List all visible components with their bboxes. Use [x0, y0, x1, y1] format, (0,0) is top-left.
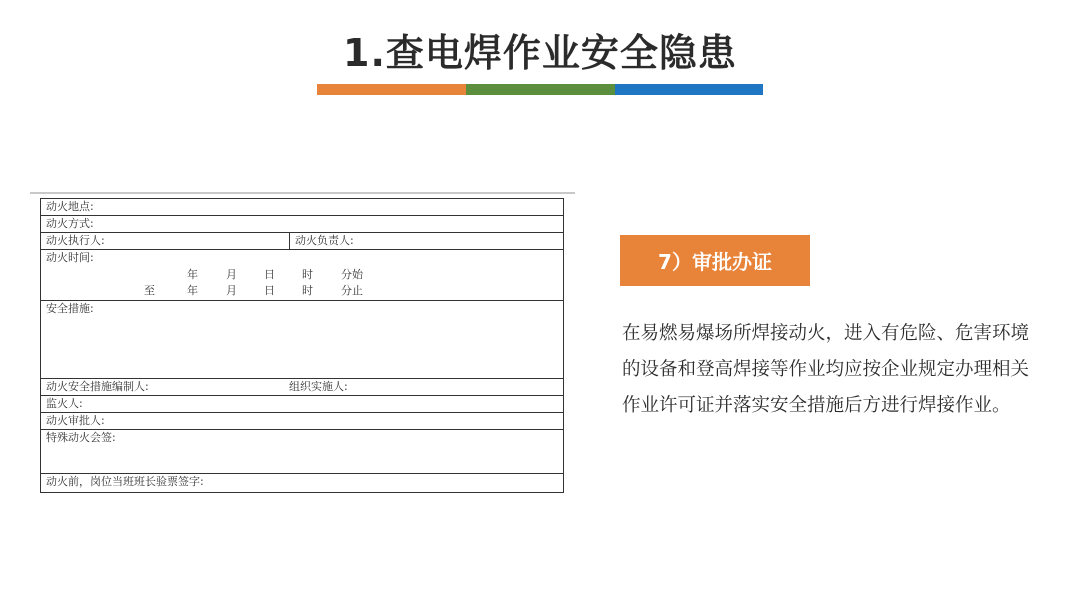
- form-row-compiler: [41, 379, 563, 396]
- label-implementer: 组织实施人:: [289, 380, 348, 393]
- form-row-method: [41, 216, 563, 233]
- label-special-sign: 特殊动火会签:: [46, 431, 116, 444]
- form-row-monitor: [41, 396, 563, 413]
- form-row-special-sign: [41, 430, 563, 474]
- form-row-approver: [41, 413, 563, 430]
- time-month-end: 月: [226, 284, 237, 297]
- column-divider: [289, 233, 290, 249]
- form-top-rule: [30, 192, 575, 194]
- time-hour: 时: [302, 268, 313, 281]
- underline-green: [466, 84, 615, 95]
- form-row-time: [41, 250, 563, 301]
- time-minute-end: 分止: [341, 284, 363, 297]
- description-paragraph: 在易燃易爆场所焊接动火，进入有危险、危害环境的设备和登高焊接等作业均应按企业规定办理相关作业许可证并落实安全措施后方进行焊接作业。: [622, 323, 1030, 416]
- time-hour-end: 时: [302, 284, 313, 297]
- page-title: 1.查电焊作业安全隐患: [343, 31, 737, 75]
- underline-orange: [317, 84, 466, 95]
- hot-work-permit-form: [40, 198, 564, 493]
- time-month: 月: [226, 268, 237, 281]
- label-compiler: 动火安全措施编制人:: [46, 380, 149, 393]
- form-row-before-sign: [41, 474, 563, 492]
- label-location: 动火地点:: [46, 200, 94, 213]
- section-badge: 7）审批办证: [620, 235, 810, 286]
- label-approver: 动火审批人:: [46, 414, 105, 427]
- time-year-end: 年: [187, 284, 198, 297]
- time-day: 日: [264, 268, 275, 281]
- time-year: 年: [187, 268, 198, 281]
- time-minute-start: 分始: [341, 268, 363, 281]
- time-day-end: 日: [264, 284, 275, 297]
- label-monitor: 监火人:: [46, 397, 83, 410]
- form-row-location: [41, 199, 563, 216]
- label-before-sign: 动火前，岗位当班班长验票签字:: [46, 475, 204, 488]
- form-row-executor: [41, 233, 563, 250]
- title-underline: [317, 84, 763, 95]
- form-row-safety: [41, 301, 563, 379]
- time-start-row: [41, 267, 563, 282]
- label-method: 动火方式:: [46, 217, 94, 230]
- label-safety: 安全措施:: [46, 302, 94, 315]
- underline-blue: [615, 84, 763, 95]
- time-to: 至: [144, 284, 155, 297]
- label-responsible: 动火负责人:: [295, 234, 354, 247]
- label-executor: 动火执行人:: [46, 234, 105, 247]
- label-time: 动火时间:: [46, 251, 94, 264]
- time-end-row: [41, 283, 563, 298]
